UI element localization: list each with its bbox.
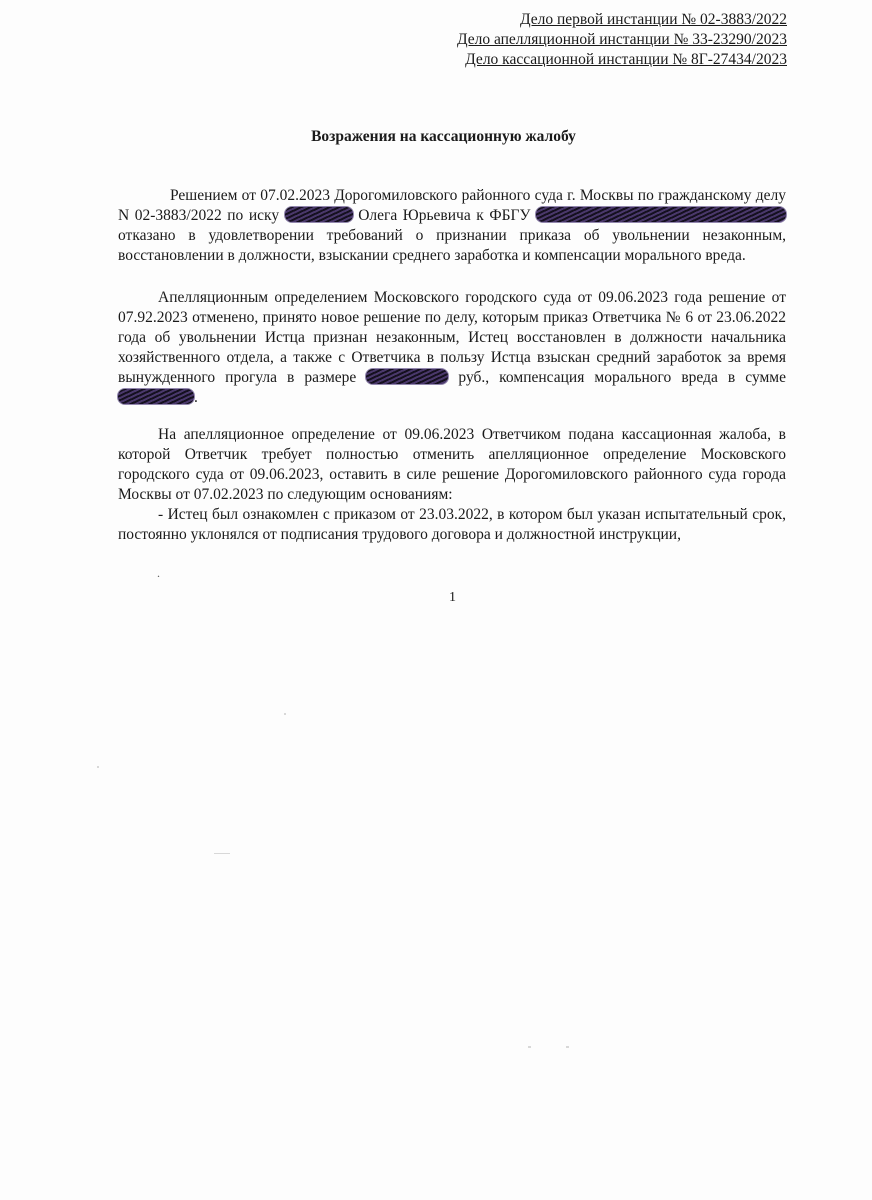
scan-speck [97,766,99,768]
paragraph2-text-c: . [194,389,198,406]
scan-speck [284,713,286,715]
paragraph-first-argument [118,505,786,545]
paragraph1-text-c: отказано в удовлетворении требований о признании приказа об увольнении незаконным, восстановлении в должности, взыскании среднего заработка и компенсации морального вреда. [118,227,786,264]
redacted-organization-name [536,207,786,222]
cassation-instance-case-number: Дело кассационной инстанции № 8Г-27434/2023 [465,51,787,68]
scan-speck [528,1046,531,1048]
document-title: Возражения на кассационную жалобу [311,128,576,145]
page-number: 1 [449,590,456,605]
case-numbers-block [457,10,787,70]
scan-speck [566,1046,569,1048]
paragraph1-text-b: Олега Юрьевича к ФБГУ [352,207,536,224]
paragraph2-text-b: руб., компенсация морального вреда в сумме [448,369,786,386]
paragraph-court-decision [118,186,786,266]
scan-speck [214,853,230,854]
paragraph3-text: На апелляционное определение от 09.06.2023 Ответчиком подана кассационная жалоба, в которой Ответчик требует полностью отменить апелляционное определение Московского городского суда от 09.06.2023, оставить в силе решение Дорогомиловского районного суда города Москвы от 07.02.2023 по следующим основаниям: [118,426,786,503]
first-instance-case-number: Дело первой инстанции № 02-3883/2022 [519,11,787,28]
redacted-surname [285,207,353,222]
paragraph2-text-a: Апелляционным определением Московского городского суда от 09.06.2023 года решение от 07.92.2023 отменено, принято новое решение по делу, которым приказ Ответчика № 6 от 23.06.2022 года об увольнении Истца признан незаконным, Истец восстановлен в должности начальника хозяйственного отдела, а также с Ответчика в пользу Истца взыскан средний заработок за время вынужденного прогула в размере [118,289,786,386]
paragraph4-text: - Истец был ознакомлен с приказом от 23.03.2022, в котором был указан испытательный срок, постоянно уклонялся от подписания трудового договора и должностной инструкции, [118,506,786,543]
appeal-instance-case-number: Дело апелляционной инстанции № 33-23290/2023 [456,31,787,48]
paragraph-appeal-ruling [118,288,786,408]
paragraph-cassation-complaint [118,425,786,505]
paragraph1-text-a: Решением от 07.02.2023 Дорогомиловского районного суда г. Москвы по гражданскому делу N 02-3883/2022 по иску [118,187,786,224]
stray-mark: . [157,566,160,580]
redacted-damages-amount [118,389,194,404]
redacted-salary-amount [366,369,448,384]
